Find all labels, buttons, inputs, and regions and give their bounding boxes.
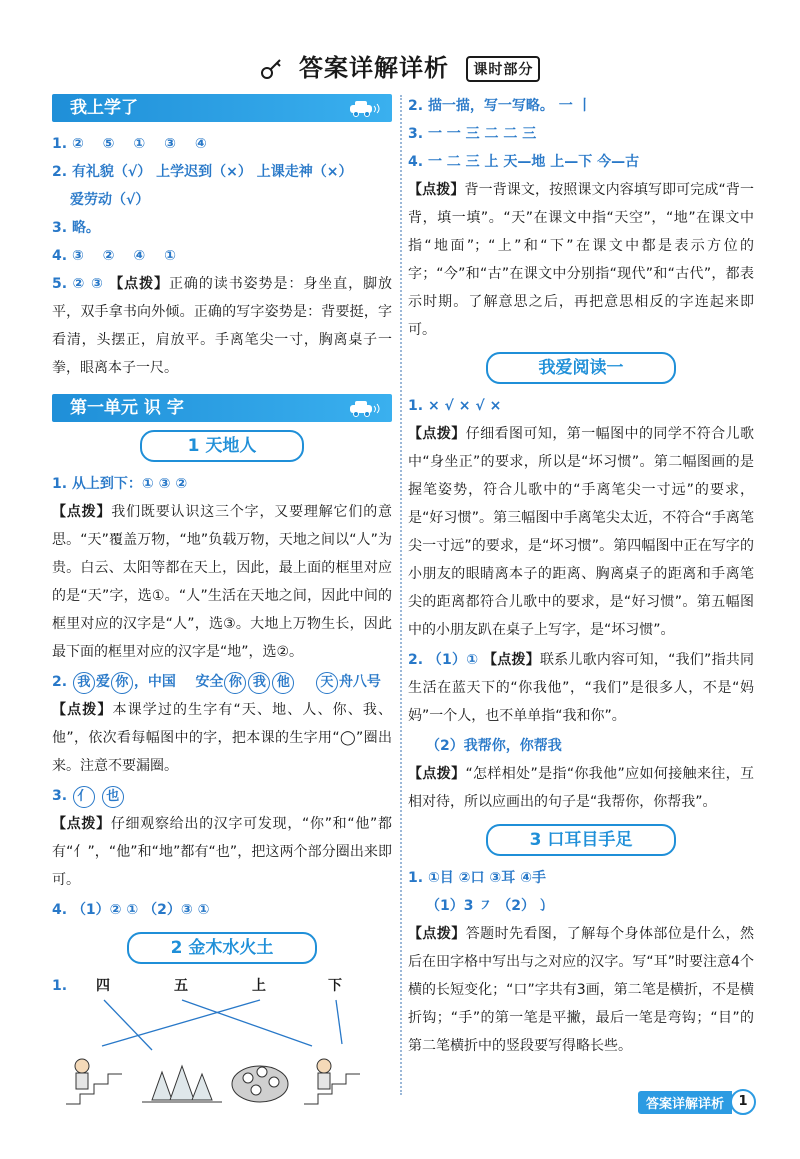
tip-label: 【点拨】 [408, 426, 466, 442]
question-number: 1. [52, 978, 68, 994]
circled-char: 也 [102, 786, 124, 808]
question-number: 1. [52, 136, 68, 152]
answer: ③ [71, 248, 84, 264]
tip-label: 【点拨】 [52, 504, 112, 520]
question-number: 4. [52, 902, 68, 918]
flowers-picture [232, 1066, 288, 1102]
tip-label: 【点拨】 [408, 766, 466, 782]
answer-text: × √ × √ × [427, 398, 502, 414]
tip-label: 【点拨】 [408, 926, 466, 942]
key-icon [260, 57, 284, 81]
answer-text: 从上到下：① ③ ② [71, 476, 188, 492]
answer: ④ [194, 136, 207, 152]
lesson1-question-1 [52, 470, 392, 498]
question-number: 1. [408, 870, 424, 886]
title-text: 答案详解详析 [299, 54, 449, 82]
answer-text: 一 一 三 二 二 三 [427, 126, 537, 142]
car-icon [348, 99, 380, 117]
circled-char: 你 [224, 672, 246, 694]
matching-lines [52, 972, 392, 1112]
answer-text: 舟八号 [338, 674, 381, 690]
answer: ① [133, 136, 146, 152]
answer-text: 有礼貌（√） 上学迟到（×） 上课走神（×） [71, 164, 353, 180]
question-3 [52, 214, 392, 242]
tip-text: 仔细看图可知，第一幅图中的同学不符合儿歌中“身坐正”的要求，所以是“坏习惯”。第二幅图画的是握笔姿势，符合儿歌中的“手离笔尖一寸远”的要求，是“好习惯”。第三幅图中手离笔尖太近，不符合“手离笔尖一寸远”的要求，是“坏习惯”。第四幅图中正在写字的小朋友的眼睛离本子的距离、胸离桌子的距离和手离笔尖的距离都符合儿歌中的要求，是“好习惯”。第五幅图中的小朋友趴在桌子上写字，是“坏习惯”。 [408, 426, 755, 638]
question-number: 4. [52, 248, 68, 264]
right-tip-1 [408, 176, 754, 344]
lesson-title-2: 2 金木水火土 [127, 932, 317, 964]
tip-text: 我们既要认识这三个字，又要理解它们的意思。“天”覆盖万物，“地”负载万物，天地之间以“人”为贵。白云、太阳等都在天上，因此，最上面的框里对应的是“天”字，选①。“人”生活在天地之间，因此中间的框里对应的汉字是“人”，选③。大地上万物生长，因此最下面的框里对应的汉字是“地”，选②。 [52, 504, 393, 660]
tip-text: 答题时先看图，了解每个身体部位是什么，然后在田字格中写出与之对应的汉字。写“耳”时要注意4个横的长短变化；“口”字共有3画，第二笔是横折，不是横折钩；“手”的第一笔是平撇，最后一笔是弯钩；“目”的第二笔横折中的竖段要写得略长些。 [408, 926, 755, 1054]
child-stairs-picture [66, 1059, 122, 1104]
tip-label: 【点拨】 [52, 816, 111, 832]
match-label: 四 [96, 978, 110, 994]
lesson3-tip [408, 920, 754, 1060]
question-number: 3. [52, 220, 68, 236]
tip-text: 仔细观察给出的汉字可发现，“你”和“他”都有“亻”，“他”和“地”都有“也”，把这两个部分圈出来即可。 [52, 816, 393, 888]
answer-text: ①目 ②口 ③耳 ④手 [427, 870, 546, 886]
match-label: 下 [328, 978, 342, 994]
tip-label: 【点拨】 [482, 652, 540, 668]
circled-char: 他 [272, 672, 294, 694]
matching-exercise [52, 972, 392, 1112]
page-title [0, 48, 800, 83]
answer-text: ② ③ [72, 276, 104, 292]
question-2-line2 [52, 186, 392, 214]
question-number: 3. [408, 126, 424, 142]
tip-label: 【点拨】 [52, 702, 113, 718]
right-question-4 [408, 148, 754, 176]
lesson1-question-2 [52, 668, 392, 696]
question-number: 5. [52, 276, 68, 292]
answer-text: 一 二 三 上 天—地 上—下 今—古 [427, 154, 640, 170]
tip-text: 联系儿歌内容可知，“我们”指共同生活在蓝天下的“你我他”，“我们”是很多人，不是“妈妈”一个人，也不单单指“我和你”。 [408, 652, 754, 724]
question-number: 2. [52, 674, 68, 690]
lesson1-question-3 [52, 782, 392, 810]
answer-text: （1）3 ㇇ （2）㇁ [426, 898, 549, 914]
tip-label: 【点拨】 [109, 276, 169, 292]
lesson3-question-1 [408, 864, 754, 892]
answer-text: （1）① [427, 652, 479, 668]
tip-text: 正确的读书姿势是：身坐直，脚放平，双手拿书向外倾。正确的写字姿势是：背要挺，字看清，头摆正，肩放平。手离笔尖一寸，胸离桌子一拳，眼离本子一尺。 [52, 276, 393, 376]
tip-text: 背一背课文，按照课文内容填写即可完成“背一背，填一填”。“天”在课文中指“天空”，“地”在课文中指“地面”；“上”和“下”在课文中都是表示方位的字；“今”和“古”在课文中分别指“现代”和“古代”，都表示时期。了解意思之后，再把意思相反的字连起来即可。 [408, 182, 754, 338]
page-footer [638, 1089, 756, 1115]
section-banner-school [52, 94, 392, 122]
circled-char: 我 [248, 672, 270, 694]
tip-text: “怎样相处”是指“你我他”应如何接触来往，互相对待，所以应画出的句子是“我帮你，你帮我”。 [408, 766, 754, 810]
lesson1-question-4 [52, 896, 392, 924]
right-column [408, 92, 754, 1062]
lesson1-tip-1 [52, 498, 392, 666]
reading-question-2b [408, 732, 754, 760]
question-5 [52, 270, 392, 382]
question-number: 3. [52, 788, 68, 804]
answer: ② [102, 248, 115, 264]
answer-text: 爱劳动（√） [70, 192, 150, 208]
answer: ② [71, 136, 84, 152]
question-number: 1. [52, 476, 68, 492]
right-question-2 [408, 92, 754, 120]
child-stairs-picture [304, 1059, 360, 1104]
question-number: 2. [408, 98, 424, 114]
answer: ① [164, 248, 176, 264]
question-number: 4. [408, 154, 424, 170]
char: 爱 [95, 674, 110, 690]
column-divider [400, 95, 402, 1095]
car-icon [348, 399, 380, 417]
circled-char: 天 [316, 672, 338, 694]
match-label: 五 [174, 978, 188, 994]
question-number: 1. [408, 398, 424, 414]
circled-char: 你 [111, 672, 133, 694]
answer: ⑤ [102, 136, 115, 152]
question-number: 2. [408, 652, 424, 668]
question-4 [52, 242, 392, 270]
reading-tip-2 [408, 760, 754, 816]
answer-text: 描一描，写一写略。 一 丨 [427, 98, 592, 114]
tip-text: 本课学过的生字有“天、地、人、你、我、他”，依次看每幅图中的字，把本课的生字用“◯”圈出来。注意不要漏圈。 [52, 702, 392, 774]
answer-text: 安全 [195, 674, 224, 690]
reading-question-1 [408, 392, 754, 420]
banner-label: 我上学了 [70, 98, 138, 118]
section-banner-unit1 [52, 394, 392, 422]
answer: ③ [164, 136, 176, 152]
right-question-3 [408, 120, 754, 148]
lesson3-question-1b [408, 892, 754, 920]
question-1 [52, 130, 392, 158]
trees-picture [142, 1066, 222, 1102]
lesson-title-3: 3 口耳目手足 [486, 824, 676, 856]
title-tag: 课时部分 [466, 56, 540, 82]
answer-text: ，中国 [133, 674, 176, 690]
lesson-title-1: 1 天地人 [140, 430, 304, 462]
question-number: 2. [52, 164, 68, 180]
lesson1-tip-2 [52, 696, 392, 780]
answer-text: 略。 [71, 220, 100, 236]
answer: ④ [133, 248, 146, 264]
footer-label: 答案详解详析 [638, 1091, 732, 1114]
lesson-title-reading: 我爱阅读一 [486, 352, 676, 384]
left-column [52, 92, 392, 1112]
answer-text: （2）我帮你，你帮我 [426, 738, 562, 754]
tip-label: 【点拨】 [408, 182, 465, 198]
question-2 [52, 158, 392, 186]
circled-char: 亻 [73, 786, 95, 808]
circled-char: 我 [73, 672, 95, 694]
page-number: 1 [730, 1089, 756, 1115]
reading-question-2 [408, 646, 754, 730]
answer-text: （1）② ① （2）③ ① [71, 902, 210, 918]
lesson1-tip-3 [52, 810, 392, 894]
reading-tip-1 [408, 420, 754, 644]
banner-label: 第一单元 识 字 [70, 398, 184, 418]
match-label: 上 [252, 978, 266, 994]
